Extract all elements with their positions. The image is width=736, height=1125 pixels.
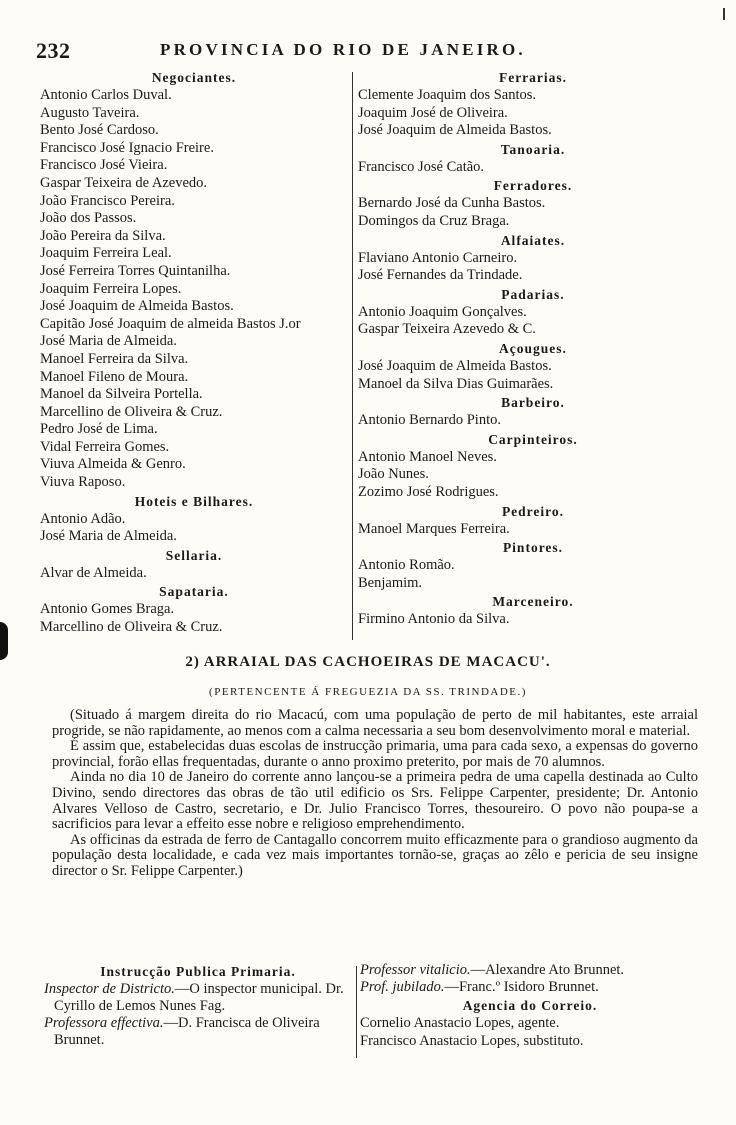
directory-entry: Manoel Marques Ferreira. <box>358 520 510 537</box>
page-number: 232 <box>36 38 71 63</box>
category-heading: Marceneiro. <box>492 594 574 610</box>
category-group <box>38 565 350 583</box>
directory-entry: José Joaquim de Almeida Bastos. <box>40 298 234 315</box>
category-group <box>358 250 708 285</box>
category-heading: Negociantes. <box>151 70 237 85</box>
directory-entry: Antonio Bernardo Pinto. <box>358 412 501 429</box>
section-title: 2) ARRAIAL DAS CACHOEIRAS DE MACACU'. <box>185 654 551 670</box>
category-group <box>358 611 708 629</box>
directory-entry: Capitão José Joaquim de almeida Bastos J.or <box>40 315 301 332</box>
professor-role: Professor vitalicio. <box>360 962 471 978</box>
category-heading: Tanoaria. <box>500 141 566 157</box>
category-group <box>358 557 708 592</box>
margin-mark <box>723 8 725 20</box>
directory-entry: Francisco José Catão. <box>358 158 485 175</box>
directory-entry: Flaviano Antonio Carneiro. <box>358 249 518 266</box>
category-group <box>358 521 708 539</box>
directory-entry: Vidal Ferreira Gomes. <box>40 438 170 455</box>
category-heading: Pintores. <box>502 540 564 556</box>
category-heading: Barbeiro. <box>501 395 565 411</box>
directory-entry: Manoel Fileno de Moura. <box>40 368 189 385</box>
directory-entry: Firmino Antonio da Silva. <box>358 611 510 628</box>
category-heading: Sellaria. <box>165 547 223 563</box>
directory-entry: Antonio Joaquim Gonçalves. <box>358 303 527 320</box>
running-title: PROVINCIA DO RIO DE JANEIRO. <box>160 40 526 59</box>
directory-entry: José Fernandes da Trindade. <box>358 267 523 284</box>
directory-entry: Marcellino de Oliveira & Cruz. <box>40 403 223 420</box>
directory-entry: Manoel Ferreira da Silva. <box>40 350 189 367</box>
category-heading: Alfaiates. <box>500 232 566 248</box>
directory-entry: Manoel da Silva Dias Guimarães. <box>358 375 554 392</box>
directory-entry: Pedro José de Lima. <box>40 421 158 438</box>
directory-entry: Joaquim Ferreira Leal. <box>40 245 172 262</box>
category-group <box>38 87 350 492</box>
prof-jubilado-entry <box>360 979 700 996</box>
instruction-heading: Instrucção Publica Primaria. <box>100 964 296 979</box>
directory-entry: Domingos da Cruz Braga. <box>358 212 510 229</box>
correio-entry: Francisco Anastacio Lopes, substituto. <box>360 1032 584 1049</box>
directory-entry: Viuva Raposo. <box>40 474 126 491</box>
category-heading: Ferrarias. <box>498 70 568 85</box>
category-heading: Sapataria. <box>159 584 229 600</box>
category-group <box>38 511 350 546</box>
directory-entry: Bento José Cardoso. <box>40 122 159 139</box>
directory-entry: José Joaquim de Almeida Bastos. <box>358 357 552 374</box>
directory-entry: Manoel da Silveira Portella. <box>40 386 203 403</box>
category-group <box>358 195 708 230</box>
category-heading: Carpinteiros. <box>488 431 578 447</box>
instruction-column <box>44 962 352 1049</box>
directory-entry: Antonio Manoel Neves. <box>358 448 497 465</box>
directory-left-column <box>38 68 350 637</box>
column-divider <box>356 966 357 1058</box>
directory-entry: João dos Passos. <box>40 210 137 227</box>
paragraph: As officinas da estrada de ferro de Cantagallo concorrem muito efficazmente para o grandioso augmento da população desta localidade, e cada vez mais importantes tornão-se, graças ao zêlo e pericia de seu insigne director o Sr. Felippe Carpenter.) <box>52 831 698 879</box>
paragraph: É assim que, estabelecidas duas escolas de instrucção primaria, uma para cada sexo, a expensas do governo provincial, forão ellas frequentadas, durante o anno proximo preterito, por mais de 70 alumnos. <box>52 738 698 770</box>
inspector-role: Inspector de Districto. <box>44 981 175 997</box>
directory-entry: Antonio Adão. <box>40 510 126 527</box>
prof-jubilado-role: Prof. jubilado. <box>360 979 445 996</box>
professora-role: Professora effectiva. <box>44 1015 164 1031</box>
section-subtitle: (PERTENCENTE Á FREGUEZIA DA SS. TRINDADE.) <box>209 686 527 698</box>
directory-entry: Augusto Taveira. <box>40 104 140 121</box>
directory-entry: João Nunes. <box>358 466 429 483</box>
category-heading: Padarias. <box>501 286 565 302</box>
directory-entry: João Francisco Pereira. <box>40 192 175 209</box>
column-divider <box>352 72 353 640</box>
directory-entry: José Ferreira Torres Quintanilha. <box>40 262 231 279</box>
directory-entry: Benjamim. <box>358 574 423 591</box>
inspector-entry <box>44 981 352 1015</box>
directory-entry: Antonio Romão. <box>358 557 455 574</box>
correio-entry: Cornelio Anastacio Lopes, agente. <box>360 1015 560 1032</box>
directory-entry: Marcellino de Oliveira & Cruz. <box>40 619 223 636</box>
professora-entry <box>44 1015 352 1049</box>
directory-entry: João Pereira da Silva. <box>40 227 166 244</box>
instruction-right-column <box>360 962 700 1050</box>
directory-entry: Viuva Almeida & Genro. <box>40 456 186 473</box>
professor-name: —Alexandre Ato Brunnet. <box>470 962 625 978</box>
directory-entry: José Maria de Almeida. <box>40 333 177 350</box>
professor-entry <box>360 962 700 979</box>
directory-entry: Alvar de Almeida. <box>40 564 147 581</box>
inspector-name: —O inspector municipal. Dr. Cyrillo de Lemos Nunes Fag. <box>54 981 344 1014</box>
category-group <box>358 358 708 393</box>
professora-name: —D. Francisca de Oliveira Brunnet. <box>54 1015 320 1048</box>
category-group <box>358 412 708 430</box>
directory-entry: Gaspar Teixeira Azevedo & C. <box>358 321 536 338</box>
directory-entry: Gaspar Teixeira de Azevedo. <box>40 174 208 191</box>
directory-entry: Clemente Joaquim dos Santos. <box>358 87 537 103</box>
directory-entry: José Maria de Almeida. <box>40 528 177 545</box>
category-group <box>358 304 708 339</box>
category-heading: Ferradores. <box>493 178 573 194</box>
directory-entry: Francisco José Ignacio Freire. <box>40 139 214 156</box>
directory-entry: Antonio Carlos Duval. <box>40 87 172 103</box>
category-group <box>358 449 708 502</box>
paragraph: (Situado á margem direita do rio Macacú, com uma população de perto de mil habitantes, este arraial progride, se não rapidamente, ao menos com a calma necessaria a seu bom desenvolvimento moral e material. <box>52 707 698 739</box>
category-heading: Hoteis e Bilhares. <box>134 493 254 509</box>
category-group <box>358 87 708 140</box>
directory-entry: Joaquim Ferreira Lopes. <box>40 280 182 297</box>
section-body <box>52 708 698 880</box>
directory-entry: Antonio Gomes Braga. <box>40 601 175 618</box>
category-group <box>38 601 350 636</box>
directory-right-column <box>358 68 708 629</box>
category-group <box>358 159 708 177</box>
directory-entry: Zozimo José Rodrigues. <box>358 483 499 500</box>
directory-entry: Bernardo José da Cunha Bastos. <box>358 195 546 212</box>
paragraph: Ainda no dia 10 de Janeiro do corrente anno lançou-se a primeira pedra de uma capella destinada ao Culto Divino, sendo directores das obras de tão util edificio os Srs. Felippe Carpenter, presidente; Dr. Antonio Alvares Velloso de Castro, secretario, e Dr. Julio Francisco Torres, thesoureiro. O povo não poupa-se a sacrificios para levar a effeito esse nobre e religioso emprehendimento. <box>52 769 698 833</box>
directory-entry: Francisco José Vieira. <box>40 157 168 174</box>
category-heading: Pedreiro. <box>501 503 565 519</box>
directory-entry: José Joaquim de Almeida Bastos. <box>358 122 552 139</box>
correio-heading: Agencia do Correio. <box>462 998 598 1014</box>
category-heading: Açougues. <box>499 340 567 356</box>
directory-entry: Joaquim José de Oliveira. <box>358 104 508 121</box>
prof-jubilado-name: —Franc.º Isidoro Brunnet. <box>444 979 599 996</box>
